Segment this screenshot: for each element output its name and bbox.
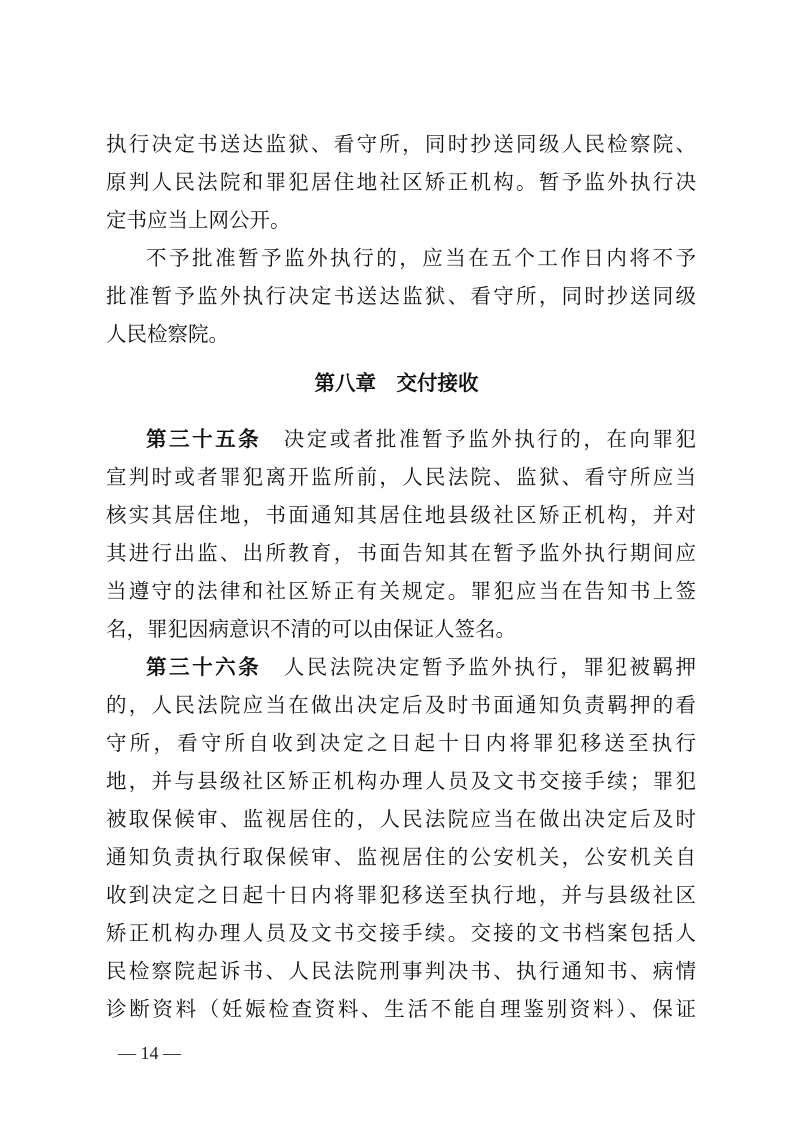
text-line: 地，并与县级社区矫正机构办理人员及文书交接手续；罪犯: [106, 769, 696, 793]
article-36-first-text: 人民法院决定暂予监外执行，罪犯被羁押: [281, 655, 697, 679]
text-line: 人民检察院。: [106, 322, 229, 346]
article-35-first-line: [146, 422, 696, 456]
text-line: 批准暂予监外执行决定书送达监狱、看守所，同时抄送同级: [106, 284, 696, 308]
text-line: 其进行出监、出所教育，书面告知其在暂予监外执行期间应: [106, 541, 696, 565]
text-line: 收到决定之日起十日内将罪犯移送至执行地，并与县级社区: [106, 883, 696, 907]
text-line: 核实其居住地，书面通知其居住地县级社区矫正机构，并对: [106, 503, 696, 527]
text-line: 被取保候审、监视居住的，人民法院应当在做出决定后及时: [106, 807, 696, 831]
text-line: 诊断资料（妊娠检查资料、生活不能自理鉴别资料）、保证: [106, 997, 696, 1021]
article-35-first-text: 决定或者批准暂予监外执行的，在向罪犯: [281, 427, 697, 451]
page-number: — 14 —: [118, 1043, 181, 1063]
text-line: 原判人民法院和罪犯居住地社区矫正机构。暂予监外执行决: [106, 170, 696, 194]
text-line: 民检察院起诉书、人民法院刑事判决书、执行通知书、病情: [106, 959, 696, 983]
text-line: 守所，看守所自收到决定之日起十日内将罪犯移送至执行: [106, 731, 696, 755]
article-36-label: 第三十六条: [146, 655, 262, 679]
text-line: 当遵守的法律和社区矫正有关规定。罪犯应当在告知书上签: [106, 579, 696, 603]
text-line: 的，人民法院应当在做出决定后及时书面通知负责羁押的看: [106, 693, 696, 717]
article-36-first-line: [146, 650, 696, 684]
text-line: 名，罪犯因病意识不清的可以由保证人签名。: [106, 617, 516, 641]
text-line: 宣判时或者罪犯离开监所前，人民法院、监狱、看守所应当: [106, 465, 696, 489]
chapter-title: 第八章 交付接收: [314, 371, 479, 395]
article-35-label: 第三十五条: [146, 427, 262, 451]
text-line: 不予批准暂予监外执行的，应当在五个工作日内将不予: [146, 246, 696, 270]
text-line: 执行决定书送达监狱、看守所，同时抄送同级人民检察院、: [106, 132, 696, 156]
text-line: 定书应当上网公开。: [106, 208, 291, 232]
text-line: 矫正机构办理人员及文书交接手续。交接的文书档案包括人: [106, 921, 696, 945]
text-line: 通知负责执行取保候审、监视居住的公安机关，公安机关自: [106, 845, 696, 869]
